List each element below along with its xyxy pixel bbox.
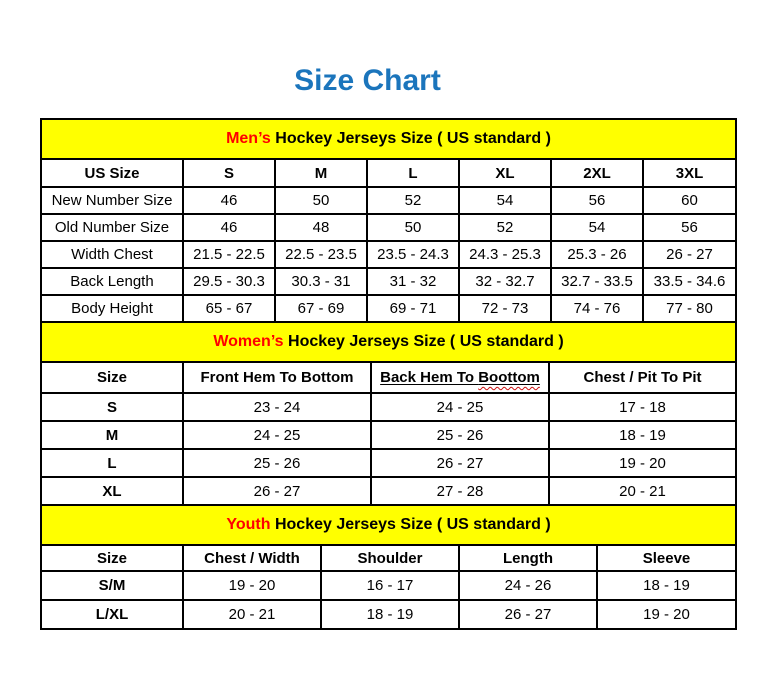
size-value-cell: 18 - 19 [321,600,459,629]
row-label-cell: Back Length [41,268,183,295]
size-value-cell: 19 - 20 [549,449,736,477]
column-header: Size [41,545,183,571]
row-label-cell: S [41,393,183,421]
size-value-cell: 22.5 - 23.5 [275,241,367,268]
size-value-cell: 26 - 27 [643,241,736,268]
size-value-cell: 25.3 - 26 [551,241,643,268]
size-value-cell: 17 - 18 [549,393,736,421]
size-value-cell: 48 [275,214,367,241]
size-value-cell: 67 - 69 [275,295,367,322]
column-header: M [275,159,367,187]
column-header: Chest / Pit To Pit [549,362,736,393]
size-value-cell: 54 [459,187,551,214]
row-label-cell: Width Chest [41,241,183,268]
row-label-cell: Body Height [41,295,183,322]
size-value-cell: 65 - 67 [183,295,275,322]
size-value-cell: 56 [551,187,643,214]
size-value-cell: 77 - 80 [643,295,736,322]
column-header: S [183,159,275,187]
size-value-cell: 33.5 - 34.6 [643,268,736,295]
column-header: 3XL [643,159,736,187]
youth-section-title-rest: Hockey Jerseys Size ( US standard ) [270,516,551,533]
size-value-cell: 54 [551,214,643,241]
size-value-cell: 30.3 - 31 [275,268,367,295]
womens-section-header-row [41,322,736,362]
column-header: Sleeve [597,545,736,571]
column-header: US Size [41,159,183,187]
size-value-cell: 29.5 - 30.3 [183,268,275,295]
row-label-cell: New Number Size [41,187,183,214]
womens-size-table [40,321,737,506]
row-label-cell: L/XL [41,600,183,629]
table-row [41,187,736,214]
table-row [41,600,736,629]
row-label-cell: Old Number Size [41,214,183,241]
size-value-cell: 23.5 - 24.3 [367,241,459,268]
size-value-cell: 52 [459,214,551,241]
mens-column-header-row [41,159,736,187]
row-label-cell: XL [41,477,183,505]
table-row [41,295,736,322]
size-value-cell: 19 - 20 [183,571,321,600]
youth-size-table [40,504,737,630]
table-row [41,268,736,295]
size-value-cell: 23 - 24 [183,393,371,421]
table-row [41,421,736,449]
column-header-misspelled [371,362,549,393]
size-value-cell: 72 - 73 [459,295,551,322]
size-value-cell: 50 [275,187,367,214]
womens-section-title-highlight: Women’s [213,333,284,350]
size-value-cell: 24 - 25 [371,393,549,421]
column-header: L [367,159,459,187]
table-row [41,449,736,477]
size-value-cell: 32.7 - 33.5 [551,268,643,295]
size-value-cell: 16 - 17 [321,571,459,600]
column-header: XL [459,159,551,187]
size-value-cell: 26 - 27 [371,449,549,477]
mens-size-table [40,118,737,323]
size-value-cell: 60 [643,187,736,214]
mens-section-header-row [41,119,736,159]
column-header: 2XL [551,159,643,187]
size-value-cell: 20 - 21 [549,477,736,505]
womens-section-title [41,322,736,362]
size-value-cell: 24 - 26 [459,571,597,600]
size-value-cell: 56 [643,214,736,241]
size-value-cell: 27 - 28 [371,477,549,505]
table-row [41,477,736,505]
size-value-cell: 31 - 32 [367,268,459,295]
column-header: Front Hem To Bottom [183,362,371,393]
mens-section-title [41,119,736,159]
page-title: Size Chart [294,64,441,97]
column-header: Chest / Width [183,545,321,571]
size-value-cell: 52 [367,187,459,214]
size-value-cell: 69 - 71 [367,295,459,322]
womens-section-title-rest: Hockey Jerseys Size ( US standard ) [283,333,564,350]
size-value-cell: 25 - 26 [183,449,371,477]
size-value-cell: 32 - 32.7 [459,268,551,295]
table-row [41,393,736,421]
table-row [41,241,736,268]
womens-column-header-row [41,362,736,393]
row-label-cell: M [41,421,183,449]
size-value-cell: 26 - 27 [183,477,371,505]
youth-section-title [41,505,736,545]
column-header: Size [41,362,183,393]
size-value-cell: 74 - 76 [551,295,643,322]
youth-section-header-row [41,505,736,545]
row-label-cell: L [41,449,183,477]
row-label-cell: S/M [41,571,183,600]
size-value-cell: 26 - 27 [459,600,597,629]
size-value-cell: 20 - 21 [183,600,321,629]
table-row [41,571,736,600]
size-tables-container [40,118,735,630]
column-header: Length [459,545,597,571]
size-value-cell: 24 - 25 [183,421,371,449]
table-row [41,214,736,241]
size-value-cell: 46 [183,214,275,241]
size-value-cell: 19 - 20 [597,600,736,629]
size-value-cell: 18 - 19 [597,571,736,600]
youth-column-header-row [41,545,736,571]
size-value-cell: 46 [183,187,275,214]
size-value-cell: 18 - 19 [549,421,736,449]
size-value-cell: 24.3 - 25.3 [459,241,551,268]
youth-section-title-highlight: Youth [226,516,271,533]
size-value-cell: 25 - 26 [371,421,549,449]
mens-section-title-rest: Hockey Jerseys Size ( US standard ) [270,130,551,147]
size-value-cell: 50 [367,214,459,241]
column-header: Shoulder [321,545,459,571]
column-header-text: Back Hem To [380,369,479,386]
spellcheck-squiggle-word: Boottom [478,369,540,386]
mens-section-title-highlight: Men’s [226,130,271,147]
size-value-cell: 21.5 - 22.5 [183,241,275,268]
